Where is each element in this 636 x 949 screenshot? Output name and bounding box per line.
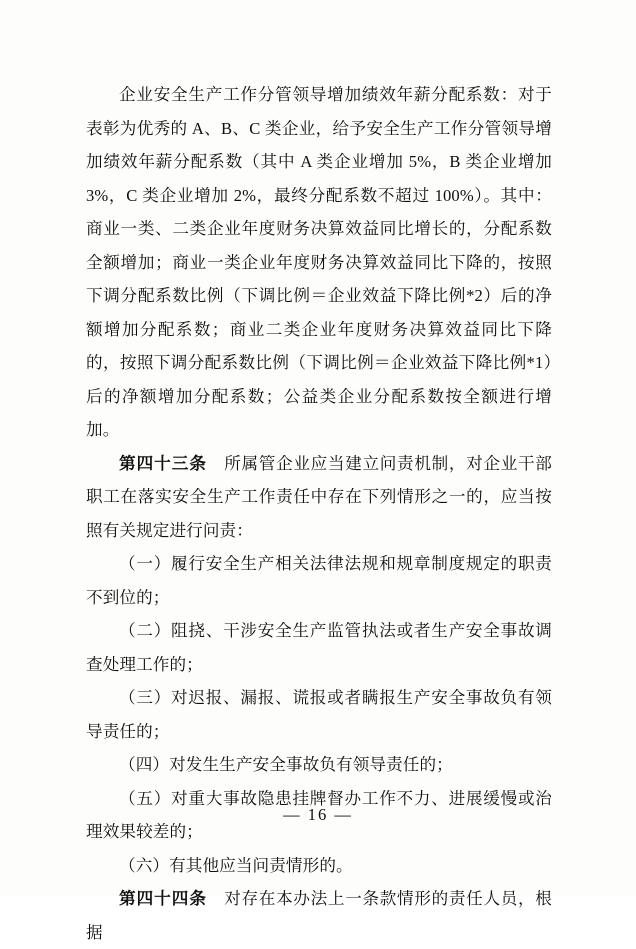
paragraph-item-6: （六）有其他应当问责情形的。 [119,855,353,875]
paragraph-item-4: （四）对发生生产安全事故负有领导责任的； [119,755,453,774]
paragraph-item-2: （二）阻挠、干涉安全生产监管执法或者生产安全事故调查处理工作的； [86,621,552,674]
article-44-text: 对存在本办法上一条款情形的责任人员，根据 [86,889,553,942]
article-43-spacer [207,454,224,473]
article-44-spacer [207,889,224,908]
article-label-44: 第四十四条 [119,889,207,908]
paragraph-article-44 [86,882,552,949]
paragraph-item-1: （一）履行安全生产相关法律法规和规章制度规定的职责不到位的； [86,554,552,607]
paragraph-item-5: （五）对重大事故隐患挂牌督办工作不力、进展缓慢或治理效果较差的； [86,788,552,841]
paragraph-article-43 [86,447,552,548]
paragraph-salary-coefficient: 企业安全生产工作分管领导增加绩效年薪分配系数：对于表彰为优秀的 A、B、C 类企业，给予安全生产工作分管领导增加绩效年薪分配系数（其中 A 类企业增加 5%，B 类企业增加 3%，C 类企业增加 2%，最终分配系数不超过 100%）。其中：商业一类、二类企业年度财务决算效益同比增长的，分配系数全额增加；商业一类企业年度财务决算效益同比下降的，按照下调分配系数比例（下调比例＝企业效益下降比例*2）后的净额增加分配系数；商业二类企业年度财务决算效益同比下降的，按照下调分配系数比例（下调比例＝企业效益下降比例*1）后的净额增加分配系数；公益类企业分配系数按全额进行增加。 [86,85,552,439]
article-label-43: 第四十三条 [119,453,207,473]
paragraph-item-3: （三）对迟报、漏报、谎报或者瞒报生产安全事故负有领导责任的； [86,688,552,741]
article-43-text: 所属管企业应当建立问责机制，对企业干部职工在落实安全生产工作责任中存在下列情形之一的，应当按照有关规定进行问责： [86,453,553,540]
page-number: — 16 — [283,805,353,824]
